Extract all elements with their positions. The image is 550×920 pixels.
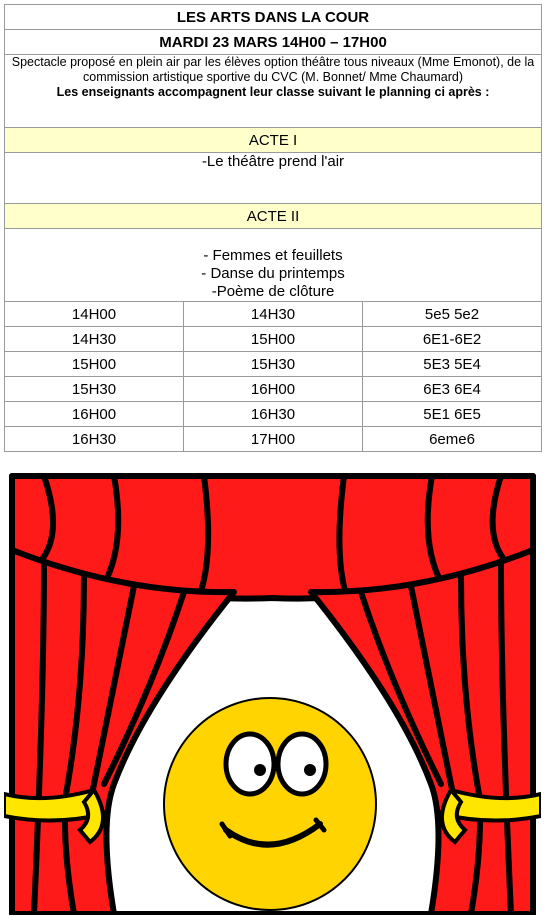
end-time: 15H30 xyxy=(184,352,363,377)
schedule-row xyxy=(5,427,542,452)
act-2-item: - Danse du printemps xyxy=(201,265,345,282)
start-time: 16H00 xyxy=(5,402,184,427)
class-list: 6eme6 xyxy=(363,427,542,452)
end-time: 14H30 xyxy=(184,302,363,327)
end-time: 15H00 xyxy=(184,327,363,352)
theater-curtain-smiley-icon xyxy=(4,464,541,915)
act-1-item: -Le théâtre prend l'air xyxy=(201,153,345,170)
start-time: 16H30 xyxy=(5,427,184,452)
description-text: Spectacle proposé en plein air par les élèves option théâtre tous niveaux (Mme Emonot), de la commission artistique sportive du CVC (M. Bonnet/ Mme Chaumard) xyxy=(11,55,535,84)
event-document xyxy=(4,4,541,452)
schedule-row xyxy=(5,402,542,427)
schedule-row xyxy=(5,302,542,327)
start-time: 14H30 xyxy=(5,327,184,352)
page-title: LES ARTS DANS LA COUR xyxy=(5,5,542,30)
class-list: 5E3 5E4 xyxy=(363,352,542,377)
class-list: 6E3 6E4 xyxy=(363,377,542,402)
act-2-item: -Poème de clôture xyxy=(211,283,335,300)
end-time: 16H30 xyxy=(184,402,363,427)
start-time: 15H00 xyxy=(5,352,184,377)
program-table xyxy=(4,4,542,452)
act-2-item: - Femmes et feuillets xyxy=(203,247,343,264)
class-list: 5E1 6E5 xyxy=(363,402,542,427)
end-time: 17H00 xyxy=(184,427,363,452)
class-list: 5e5 5e2 xyxy=(363,302,542,327)
act-2-heading: ACTE II xyxy=(5,204,542,229)
schedule-row xyxy=(5,352,542,377)
smiley-face xyxy=(164,698,376,910)
theater-curtain-illustration xyxy=(4,464,541,915)
start-time: 15H30 xyxy=(5,377,184,402)
act-1-content xyxy=(5,153,542,204)
schedule-row xyxy=(5,327,542,352)
class-list: 6E1-6E2 xyxy=(363,327,542,352)
act-1-heading: ACTE I xyxy=(5,128,542,153)
schedule-row xyxy=(5,377,542,402)
event-date: MARDI 23 MARS 14H00 – 17H00 xyxy=(5,30,542,55)
event-description xyxy=(5,55,542,128)
start-time: 14H00 xyxy=(5,302,184,327)
act-2-content xyxy=(5,229,542,302)
end-time: 16H00 xyxy=(184,377,363,402)
description-instruction: Les enseignants accompagnent leur classe suivant le planning ci après : xyxy=(56,85,490,99)
